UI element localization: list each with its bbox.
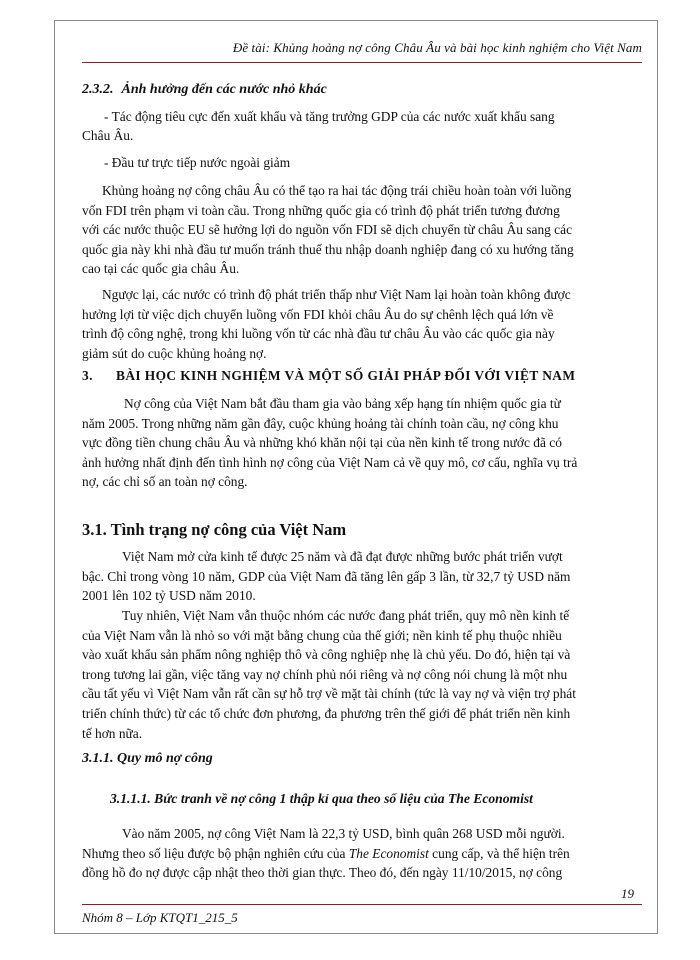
para-line: Vào năm 2005, nợ công Việt Nam là 22,3 tỷ USD, bình quân 268 USD mỗi người. [122,826,565,841]
section-3-1-1-1-source: The Economist [447,791,533,806]
section-3-1-1-1-heading [110,791,533,807]
paragraph-low-development [82,285,634,363]
bullet-export-line-2: Châu Âu. [82,128,134,143]
bullet-export-line-1: - Tác động tiêu cực đến xuất khẩu và tăng trưởng GDP của các nước xuất khẩu sang [104,109,555,124]
paragraph-economist-data [82,824,634,883]
section-3-title: BÀI HỌC KINH NGHIỆM VÀ MỘT SỐ GIẢI PHÁP ĐỐI VỚI VIỆT NAM [116,368,576,383]
para-line: Khủng hoảng nợ công châu Âu có thể tạo ra hai tác động trái chiều hoàn toàn với luồng [102,183,572,198]
para-line: của Việt Nam vẫn là nhỏ so với mặt bằng chung của thế giới; nền kinh tế phụ thuộc nhiều [82,627,562,643]
section-2-3-2-title: Ảnh hưởng đến các nước nhỏ khác [121,82,327,97]
section-3-1-heading: 3.1. Tình trạng nợ công của Việt Nam [82,520,347,539]
section-3-1-1-1-title: 3.1.1.1. Bức tranh về nợ công 1 thập kỉ qua theo số liệu của [110,791,448,806]
para-line: tế hơn nữa. [82,725,143,741]
header-divider [82,62,642,63]
footer-group: Nhóm 8 – Lớp KTQT1_215_5 [82,910,238,925]
section-3-heading [82,368,575,384]
para-line: trong tương lai gần, việc tăng vay nợ chính phủ nói riêng và nợ công nói chung là một nhu [82,666,568,682]
para-segment: cung cấp, và thể hiện trên [428,845,570,861]
para-line: trình độ công nghệ, trong khi luồng vốn từ các nhà đầu tư châu Âu vào các quốc gia này [82,326,555,342]
para-line: Việt Nam mở cửa kinh tế được 25 năm và đã đạt được những bước phát triển vượt [122,549,563,564]
para-line: Ngược lại, các nước có trình độ phát triển thấp như Việt Nam lại hoàn toàn không được [102,287,571,302]
para-line: vào xuất khẩu sản phẩm nông nghiệp thô và công nghiệp nhẹ là chủ yếu. Do đó, hiện tại và [82,647,571,663]
para-line: triển chính thức) từ các tổ chức đơn phương, đa phương trên thế giới để phát triển nền kinh [82,705,571,721]
bullet-export-impact [104,107,555,127]
section-3-number: 3. [82,368,93,383]
para-line: nợ, các chỉ số an toàn nợ công. [82,474,248,490]
para-line: vực đồng tiền chung châu Âu và những khó khăn nội tại của nền kinh tế trong nước đã có [82,435,562,451]
footer-divider [82,904,642,905]
para-line: cầu tất yếu vì Việt Nam vẫn rất cần sự hỗ trợ về mặt tài chính (tức là vay nợ và viện trợ phát [82,686,576,702]
header-title: Đề tài: Khủng hoảng nợ công Châu Âu và bài học kinh nghiệm cho Việt Nam [232,40,642,55]
paragraph-fdi-effects [82,181,634,279]
para-line: năm 2005. Trong những năm gần đây, cuộc khủng hoảng tài chính toàn cầu, nợ công khu [82,415,559,431]
bullet-export-continuation [82,126,133,146]
para-segment: Nhưng theo số liệu được bộ phận nghiên cứu của [82,845,349,861]
para-line: Tuy nhiên, Việt Nam vẫn thuộc nhóm các nước đang phát triển, quy mô nền kinh tế [122,608,570,623]
para-line [82,844,634,864]
para-line: bậc. Chỉ trong vòng 10 năm, GDP của Việt Nam đã tăng lên gấp 3 lần, từ 32,7 tỷ USD năm [82,568,571,584]
para-line: với các nước thuộc EU sẽ hưởng lợi do nguồn vốn FDI sẽ dịch chuyển từ châu Âu sang các [82,222,573,238]
section-2-3-2-number: 2.3.2. [82,82,114,97]
para-line: hưởng lợi từ việc dịch chuyển luồng vốn FDI khỏi châu Âu do sự chênh lệch quá lớn về [82,306,554,322]
para-line: vốn FDI trên phạm vi toàn cầu. Trong những quốc gia có trình độ phát triển tương đương [82,202,560,218]
para-line: cao tại các quốc gia châu Âu. [82,261,240,277]
para-line: quốc gia này khi nhà đầu tư muốn tránh thuế thu nhập doanh nghiệp đang có xu hướng tăng [82,241,574,257]
paragraph-economy-growth [82,547,634,606]
para-line: giảm sút do cuộc khủng hoảng nợ. [82,345,267,361]
section-3-1-1-heading: 3.1.1. Quy mô nợ công [82,751,213,766]
para-line: đồng hồ đo nợ được cập nhật theo thời gian thực. Theo đó, đến ngày 11/10/2015, nợ công [82,865,563,881]
para-line: Nợ công của Việt Nam bắt đầu tham gia vào bảng xếp hạng tín nhiệm quốc gia từ [124,396,561,411]
section-2-3-2-heading [82,82,327,98]
source-name: The Economist [348,845,429,861]
para-line: 2001 lên 102 tỷ USD năm 2010. [82,588,256,604]
page-number: 19 [621,886,634,901]
bullet-fdi-decline [104,153,290,173]
bullet-fdi-line: - Đầu tư trực tiếp nước ngoài giảm [104,155,291,170]
paragraph-section-3-intro [82,394,634,492]
paragraph-developing-status [82,606,634,743]
para-line: ảnh hưởng nhất định đến tình hình nợ công của Việt Nam cả về quy mô, cơ cấu, nghĩa vụ trả [82,454,578,470]
